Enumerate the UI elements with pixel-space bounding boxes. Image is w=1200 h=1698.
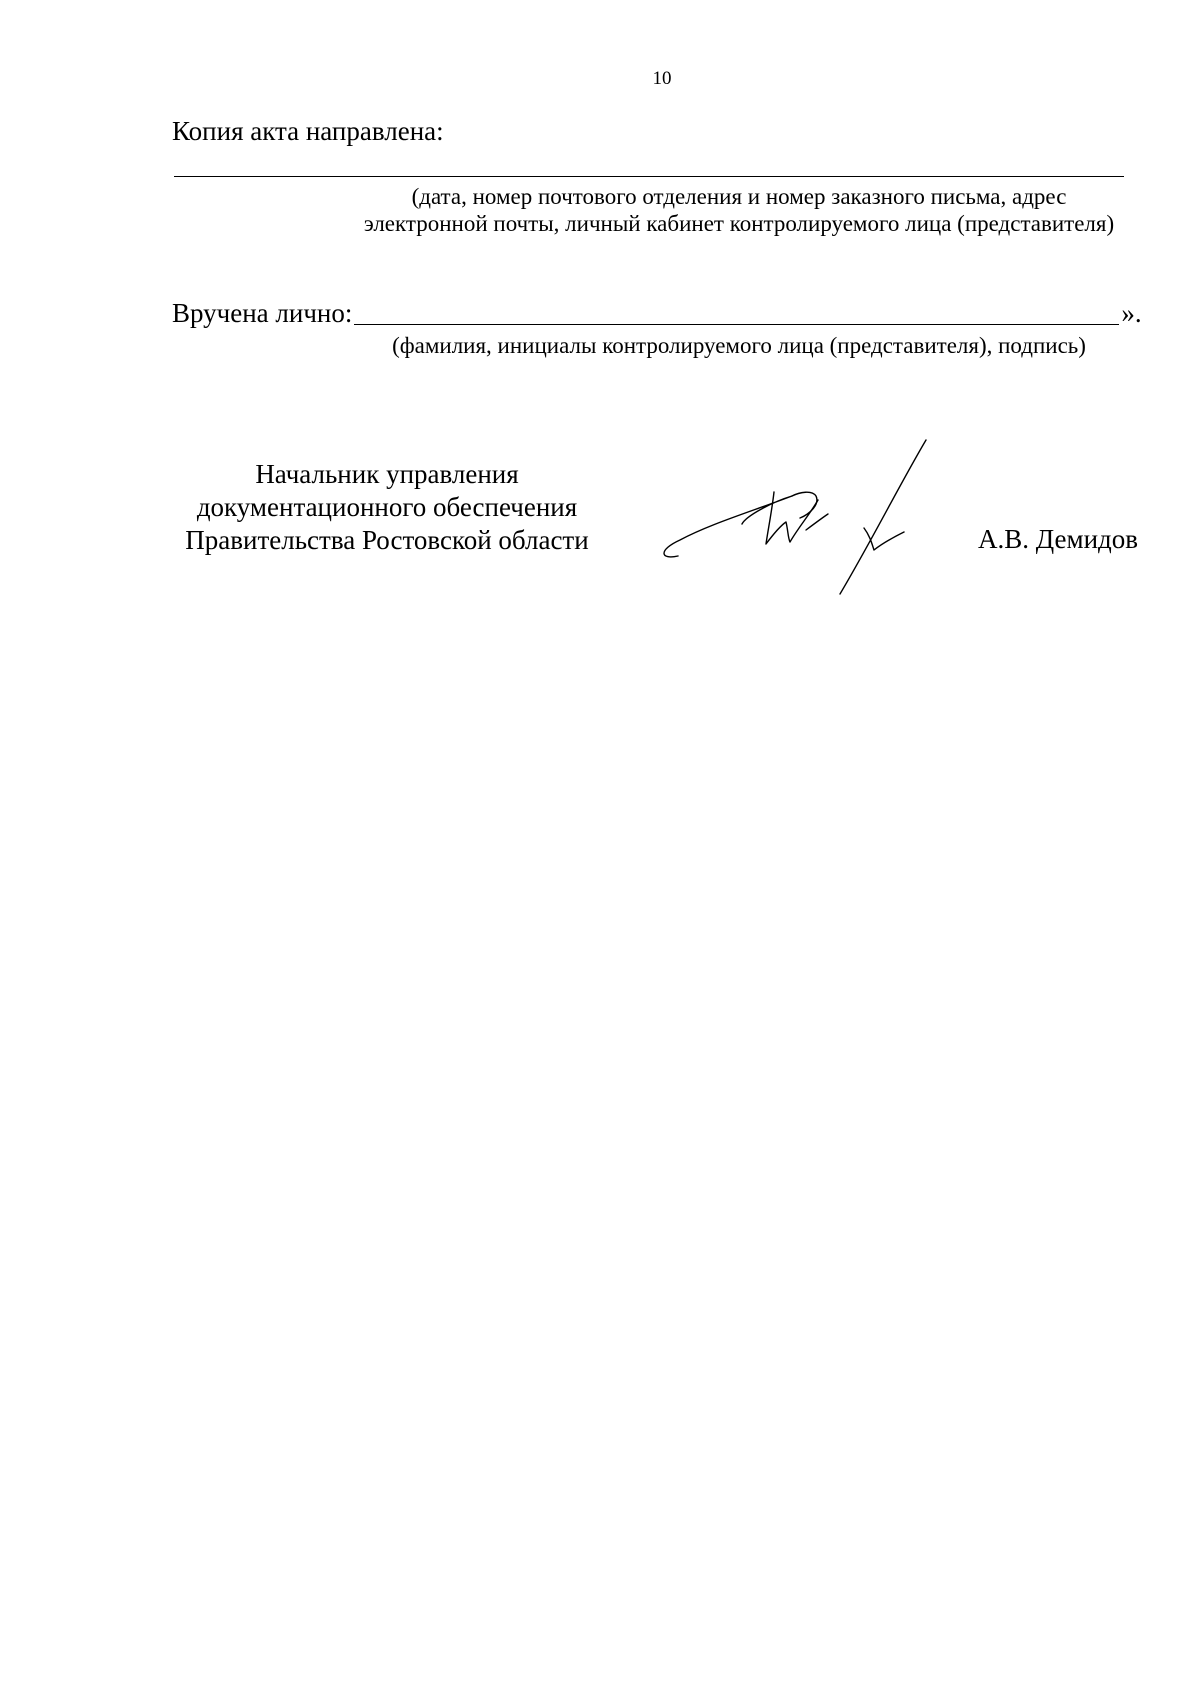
signatory-name: А.В. Демидов (978, 524, 1139, 554)
position-line-3: Правительства Ростовской области (185, 525, 589, 555)
copy-sent-caption-line-1: (дата, номер почтового отделения и номер заказного письма, адрес (411, 184, 1067, 209)
handed-personally-label: Вручена лично: (172, 298, 353, 328)
handed-personally-row (172, 297, 1152, 329)
signatory-position (172, 458, 602, 557)
position-line-2: документационного обеспечения (196, 492, 578, 522)
copy-sent-label: Копия акта направлена: (172, 116, 444, 146)
handed-personally-closing: ». (1121, 298, 1142, 328)
position-line-1: Начальник управления (255, 459, 519, 489)
copy-sent-blank-line (174, 176, 1124, 177)
handed-personally-caption: (фамилия, инициалы контролируемого лица (представителя), подпись) (392, 333, 1086, 358)
handed-personally-blank-line (354, 324, 1119, 325)
copy-sent-caption-line-2: электронной почты, личный кабинет контролируемого лица (представителя) (363, 211, 1115, 236)
page-number: 10 (652, 68, 672, 89)
handwritten-signature-icon (650, 432, 950, 602)
